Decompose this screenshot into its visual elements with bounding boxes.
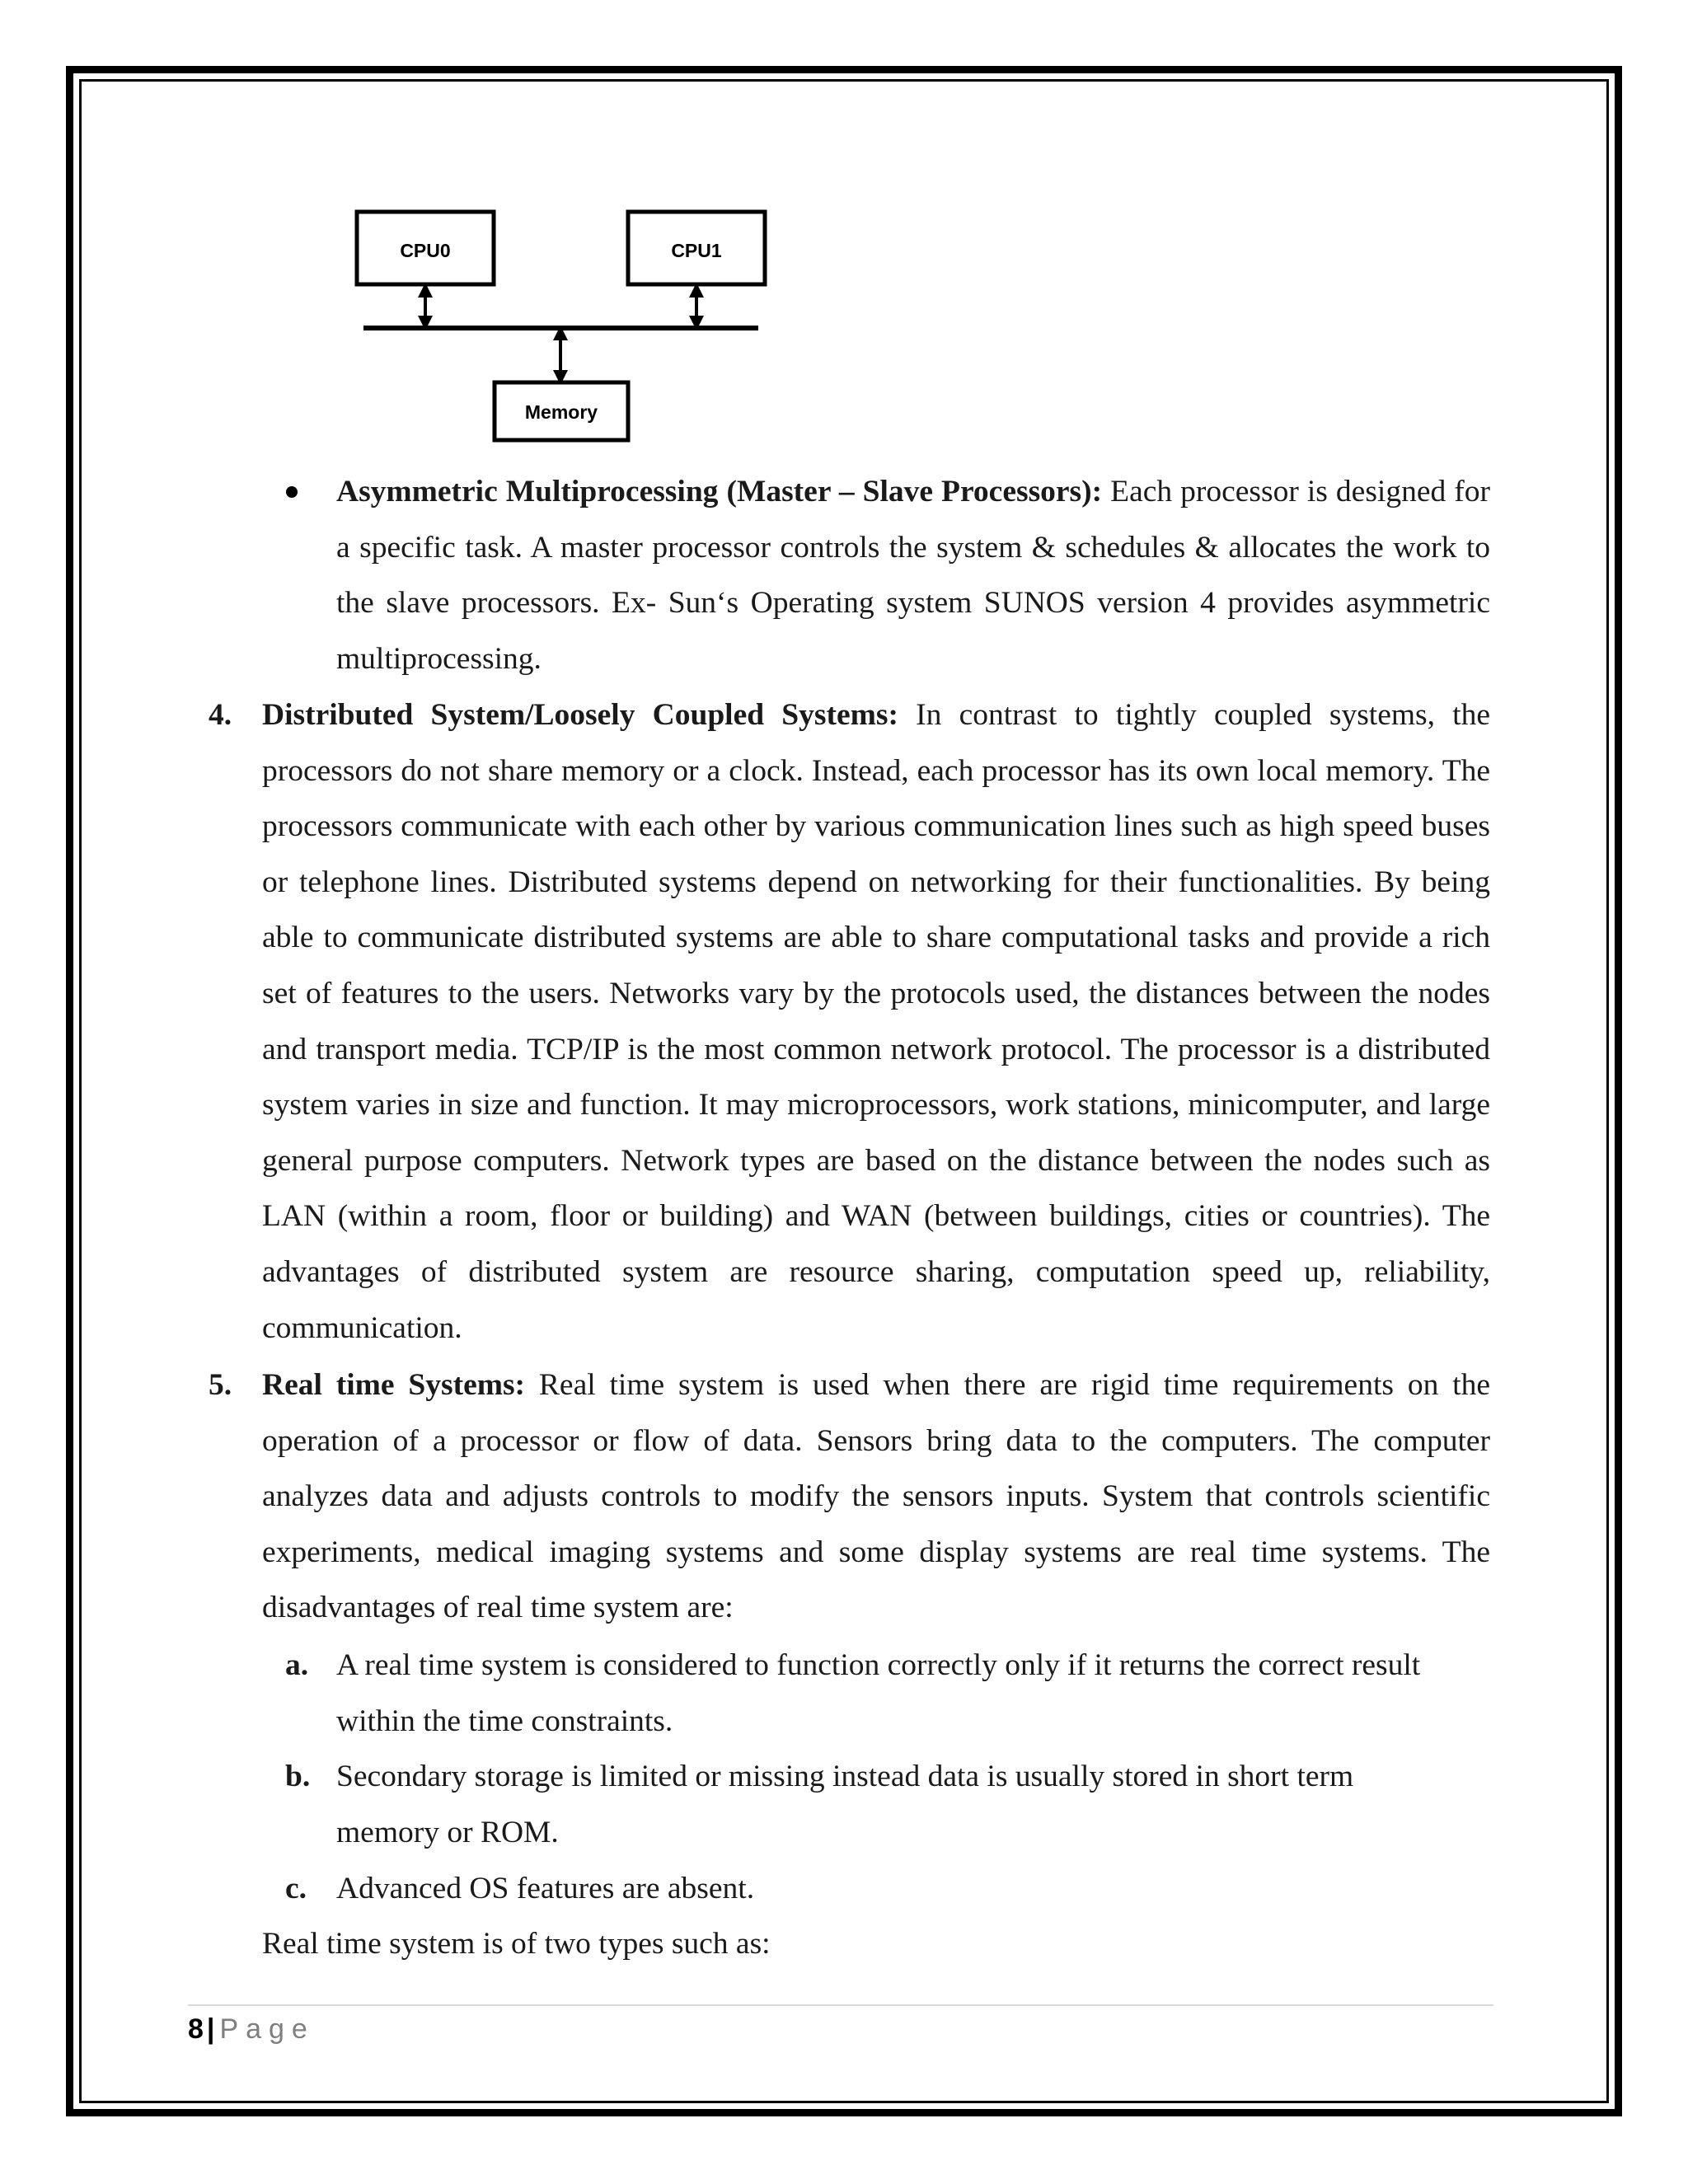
item-5-paragraph bbox=[262, 1357, 1490, 1636]
subitem-b-line2: memory or ROM. bbox=[336, 1816, 559, 1849]
page-footer bbox=[188, 2011, 315, 2047]
subitem-a-marker: a. bbox=[285, 1648, 309, 1682]
page-number: 8 bbox=[188, 2013, 204, 2045]
item-4-title: Distributed System/Loosely Coupled Systems: bbox=[262, 698, 898, 732]
asymmetric-text: Each processor is designed for a specific task. A master processor controls the system & schedules & allocates the work to the slave processors. Ex- Sun‘s Operating system SUNOS version 4 provides asymmetric multiprocessing. bbox=[336, 475, 1490, 676]
subitem-a-line2: within the time constraints. bbox=[336, 1704, 673, 1738]
item-4-number: 4. bbox=[209, 698, 232, 732]
cpu0-label: CPU0 bbox=[400, 240, 451, 261]
item-4-paragraph bbox=[262, 687, 1490, 1356]
item-4-text: In contrast to tightly coupled systems, the processors do not share memory or a clock. Instead, each processor has its own local memory. The processors communicate with each other by various communication lines such as high speed buses or telephone lines. Distributed systems depend on networking for their functionalities. By being able to communicate distributed systems are able to share computational tasks and provide a rich set of features to the users. Networks vary by the protocols used, the distances between the nodes and transport media. TCP/IP is the most common network protocol. The processor is a distributed system varies in size and function. It may microprocessors, work stations, minicomputer, and large general purpose computers. Network types are based on the distance between the nodes such as LAN (within a room, floor or building) and WAN (between buildings, cities or countries). The advantages of distributed system are resource sharing, computation speed up, reliability, communication. bbox=[262, 698, 1490, 1345]
multiprocessor-diagram bbox=[0, 0, 1688, 462]
item-5-number: 5. bbox=[209, 1368, 232, 1402]
page-label: Page bbox=[219, 2013, 315, 2045]
subitem-b-line1: Secondary storage is limited or missing instead data is usually stored in short term bbox=[336, 1760, 1354, 1793]
subitem-c-line1: Advanced OS features are absent. bbox=[336, 1872, 755, 1905]
cpu1-label: CPU1 bbox=[671, 240, 722, 261]
footer-separator: | bbox=[206, 2013, 215, 2045]
item-5-title: Real time Systems: bbox=[262, 1368, 526, 1402]
footer-rule bbox=[188, 2004, 1493, 2006]
subitem-b-marker: b. bbox=[285, 1760, 311, 1793]
bullet-icon bbox=[286, 486, 298, 498]
asymmetric-title: Asymmetric Multiprocessing (Master – Slave Processors): bbox=[336, 475, 1103, 509]
memory-label: Memory bbox=[524, 401, 598, 423]
item-5-text: Real time system is used when there are rigid time requirements on the operation of a processor or flow of data. Sensors bring data to the computers. The computer analyzes data and adjusts controls to modify the sensors inputs. System that controls scientific experiments, medical imaging systems and some display systems are real time systems. The disadvantages of real time system are: bbox=[262, 1368, 1490, 1625]
item-5-closing: Real time system is of two types such as: bbox=[262, 1927, 771, 1961]
asymmetric-paragraph bbox=[336, 464, 1490, 687]
subitem-c-marker: c. bbox=[285, 1872, 307, 1905]
subitem-a-line1: A real time system is considered to function correctly only if it returns the correct result bbox=[336, 1648, 1421, 1682]
